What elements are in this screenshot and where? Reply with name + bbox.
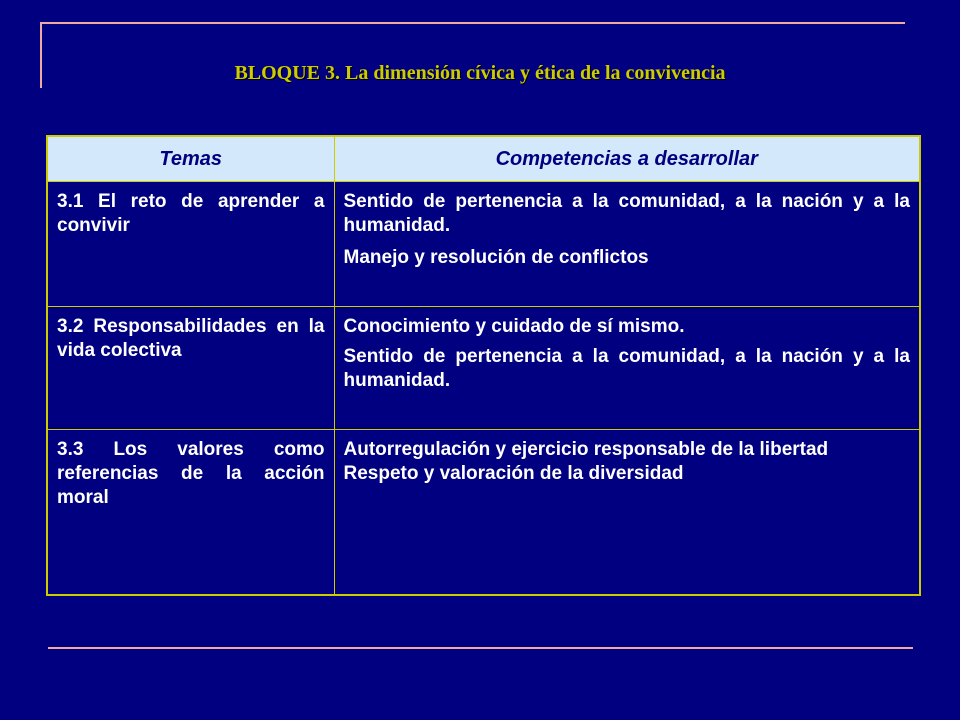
- bottom-decor-line: [48, 647, 913, 649]
- tema-cell: [47, 307, 334, 430]
- competencia-text: Sentido de pertenencia a la comunidad, a la nación y a la humanidad.: [343, 346, 910, 391]
- table-row: [47, 182, 920, 307]
- tema-cell: [47, 430, 334, 596]
- competencies-table-container: [46, 135, 921, 570]
- competencia-text: Autorregulación y ejercicio responsable de la libertad: [343, 439, 829, 460]
- competencia-text: Sentido de pertenencia a la comunidad, a la nación y a la humanidad.: [343, 191, 910, 236]
- competencias-cell: [334, 430, 920, 596]
- header-competencias: Competencias a desarrollar: [334, 136, 920, 182]
- top-decor-line: [40, 22, 905, 24]
- table-header-row: [47, 136, 920, 182]
- tema-text: 3.3 Los valores como referencias de la acción moral: [57, 439, 325, 508]
- tema-cell: [47, 182, 334, 307]
- tema-text: 3.1 El reto de aprender a convivir: [57, 191, 325, 236]
- competencia-text: Respeto y valoración de la diversidad: [343, 463, 684, 484]
- slide-title: BLOQUE 3. La dimensión cívica y ética de la convivencia: [234, 62, 726, 84]
- competencias-cell: [334, 307, 920, 430]
- tema-text: 3.2 Responsabilidades en la vida colectiva: [57, 316, 325, 361]
- competencies-table: [46, 135, 921, 596]
- competencias-cell: [334, 182, 920, 307]
- header-temas: Temas: [47, 136, 334, 182]
- competencia-text: Manejo y resolución de conflictos: [343, 247, 649, 268]
- table-row: [47, 307, 920, 430]
- competencia-text: Conocimiento y cuidado de sí mismo.: [343, 316, 685, 337]
- table-row: [47, 430, 920, 596]
